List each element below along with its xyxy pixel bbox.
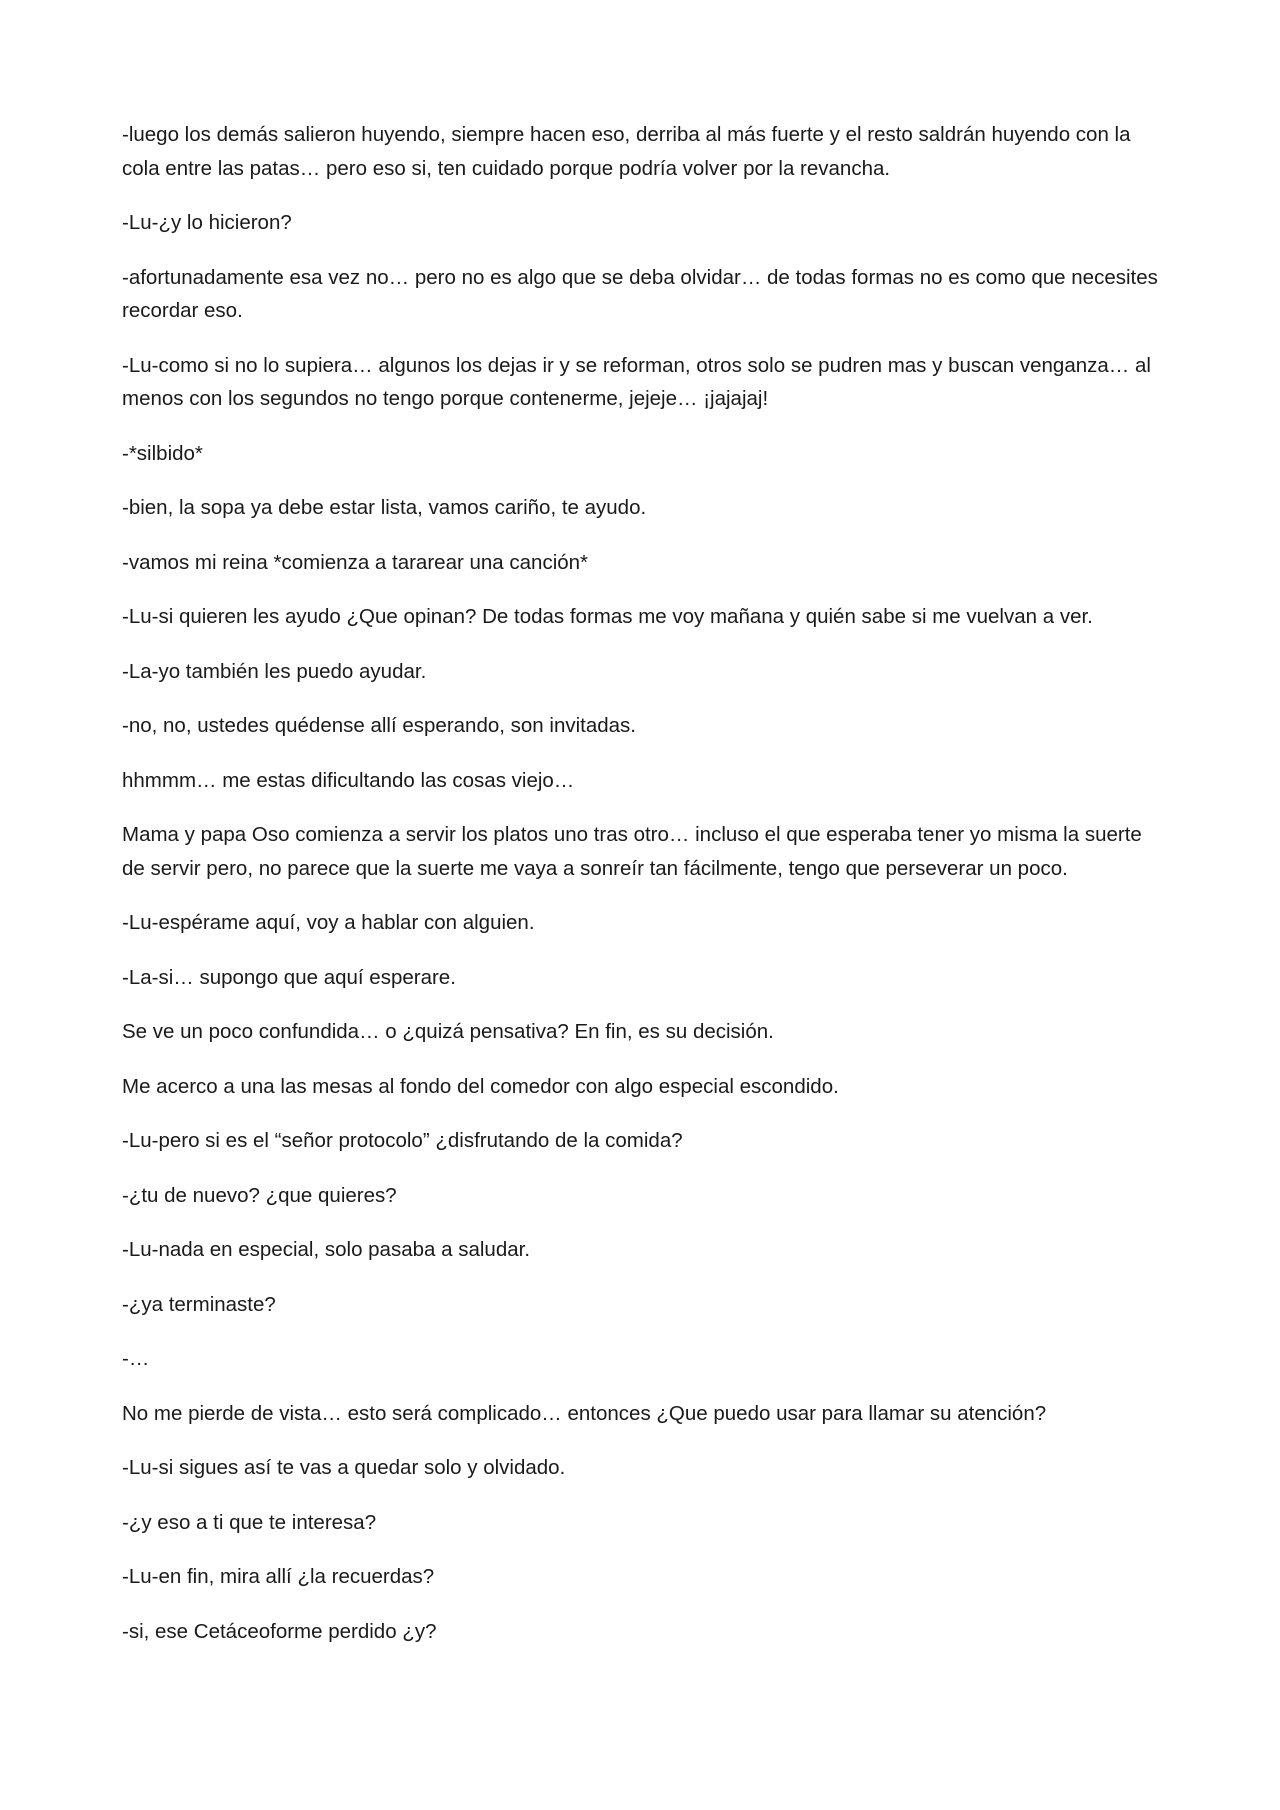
paragraph: -La-si… supongo que aquí esperare. <box>122 965 456 989</box>
paragraph: No me pierde de vista… esto será complicado… entonces ¿Que puedo usar para llamar su atención? <box>122 1401 1047 1425</box>
paragraph: -¿ya terminaste? <box>122 1292 276 1316</box>
paragraph: -Lu-pero si es el “señor protocolo” ¿disfrutando de la comida? <box>122 1129 683 1152</box>
paragraph: Me acerco a una las mesas al fondo del comedor con algo especial escondido. <box>122 1074 839 1098</box>
paragraph: -Lu-como si no lo supiera… algunos los dejas ir y se reforman, otros solo se pudren mas y buscan venganza… al menos con los segundos no tengo porque contenerme, jejeje… ¡jajajaj! <box>122 353 1151 410</box>
paragraph: Mama y papa Oso comienza a servir los platos uno tras otro… incluso el que esperaba tener yo misma la suerte de servir pero, no parece que la suerte me vaya a sonreír tan fácilmente, tengo que perseverar un poco. <box>122 823 1142 880</box>
paragraph: -no, no, ustedes quédense allí esperando, son invitadas. <box>122 714 636 737</box>
paragraph: -Lu-en fin, mira allí ¿la recuerdas? <box>122 1565 435 1588</box>
paragraph: -bien, la sopa ya debe estar lista, vamos cariño, te ayudo. <box>122 496 647 519</box>
paragraph: -afortunadamente esa vez no… pero no es algo que se deba olvidar… de todas formas no es como que necesites recordar eso. <box>122 265 1158 322</box>
paragraph: -vamos mi reina *comienza a tararear una canción* <box>122 550 589 574</box>
paragraph: -Lu-¿y lo hicieron? <box>122 211 292 234</box>
paragraph: -Lu-si sigues así te vas a quedar solo y olvidado. <box>122 1456 566 1479</box>
paragraph: -*silbido* <box>122 441 203 465</box>
paragraph: -… <box>122 1347 150 1370</box>
paragraph: -Lu-espérame aquí, voy a hablar con alguien. <box>122 911 535 934</box>
paragraph: -Lu-si quieren les ayudo ¿Que opinan? De todas formas me voy mañana y quién sabe si me vuelvan a ver. <box>122 605 1093 628</box>
paragraph: -luego los demás salieron huyendo, siempre hacen eso, derriba al más fuerte y el resto saldrán huyendo con la cola entre las patas… pero eso si, ten cuidado porque podría volver por la revancha. <box>122 123 1131 180</box>
paragraph: -¿tu de nuevo? ¿que quieres? <box>122 1183 397 1207</box>
paragraph: hhmmm… me estas dificultando las cosas viejo… <box>122 768 575 792</box>
paragraph: -La-yo también les puedo ayudar. <box>122 659 427 683</box>
paragraph: -Lu-nada en especial, solo pasaba a saludar. <box>122 1238 531 1261</box>
paragraph: -si, ese Cetáceoforme perdido ¿y? <box>122 1619 437 1643</box>
paragraph: Se ve un poco confundida… o ¿quizá pensativa? En fin, es su decisión. <box>122 1020 774 1043</box>
document-page <box>122 118 1162 1669</box>
paragraph: -¿y eso a ti que te interesa? <box>122 1510 377 1534</box>
